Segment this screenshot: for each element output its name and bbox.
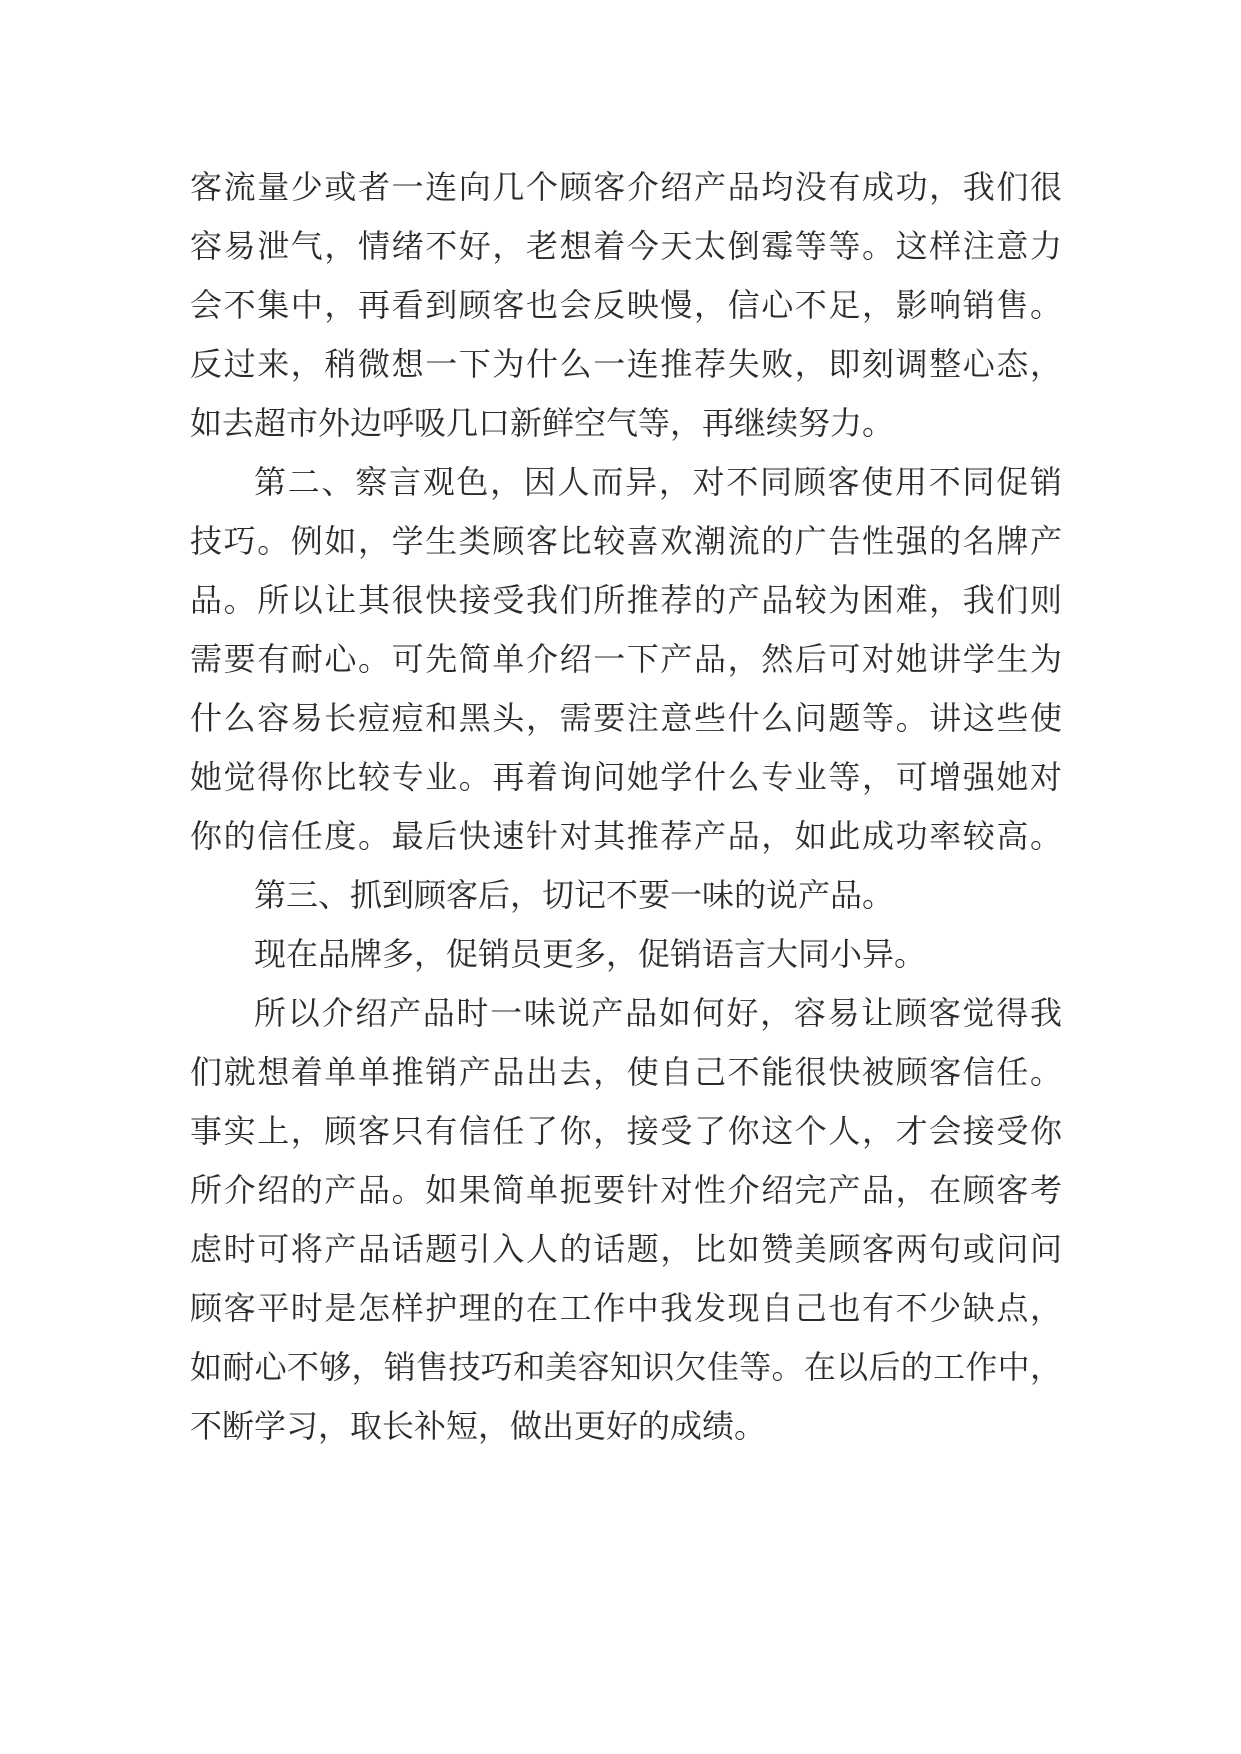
text-line: 客流量少或者一连向几个顾客介绍产品均没有成功，我们很 [190, 168, 1062, 206]
text-line: 虑时可将产品话题引入人的话题，比如赞美顾客两句或问问 [190, 1230, 1062, 1268]
text-line: 她觉得你比较专业。再着询问她学什么专业等，可增强她对 [190, 758, 1062, 796]
text-line: 需要有耐心。可先简单介绍一下产品，然后可对她讲学生为 [190, 640, 1062, 678]
text-line: 们就想着单单推销产品出去，使自己不能很快被顾客信任。 [190, 1053, 1062, 1091]
text-line: 第三、抓到顾客后，切记不要一味的说产品。 [254, 876, 895, 914]
text-line: 顾客平时是怎样护理的在工作中我发现自己也有不少缺点， [190, 1289, 1062, 1327]
text-line: 现在品牌多，促销员更多，促销语言大同小异。 [254, 935, 927, 973]
text-line: 什么容易长痘痘和黑头，需要注意些什么问题等。讲这些使 [190, 699, 1062, 737]
text-line: 容易泄气，情绪不好，老想着今天太倒霉等等。这样注意力 [190, 227, 1062, 265]
text-line: 品。所以让其很快接受我们所推荐的产品较为困难，我们则 [190, 581, 1062, 619]
text-line: 你的信任度。最后快速针对其推荐产品，如此成功率较高。 [190, 817, 1062, 855]
document-body [190, 158, 1062, 1456]
text-line: 技巧。例如，学生类顾客比较喜欢潮流的广告性强的名牌产 [190, 522, 1062, 560]
text-line: 会不集中，再看到顾客也会反映慢，信心不足，影响销售。 [190, 286, 1062, 324]
text-line: 第二、察言观色，因人而异，对不同顾客使用不同促销 [254, 463, 1062, 501]
text-line: 所介绍的产品。如果简单扼要针对性介绍完产品，在顾客考 [190, 1171, 1062, 1209]
text-line: 所以介绍产品时一味说产品如何好，容易让顾客觉得我 [254, 994, 1062, 1032]
text-line: 如耐心不够，销售技巧和美容知识欠佳等。在以后的工作中， [190, 1348, 1062, 1386]
text-line: 反过来，稍微想一下为什么一连推荐失败，即刻调整心态， [190, 345, 1062, 383]
text-line: 不断学习，取长补短，做出更好的成绩。 [190, 1407, 767, 1445]
text-line: 如去超市外边呼吸几口新鲜空气等，再继续努力。 [190, 404, 895, 442]
text-line: 事实上，顾客只有信任了你，接受了你这个人，才会接受你 [190, 1112, 1062, 1150]
